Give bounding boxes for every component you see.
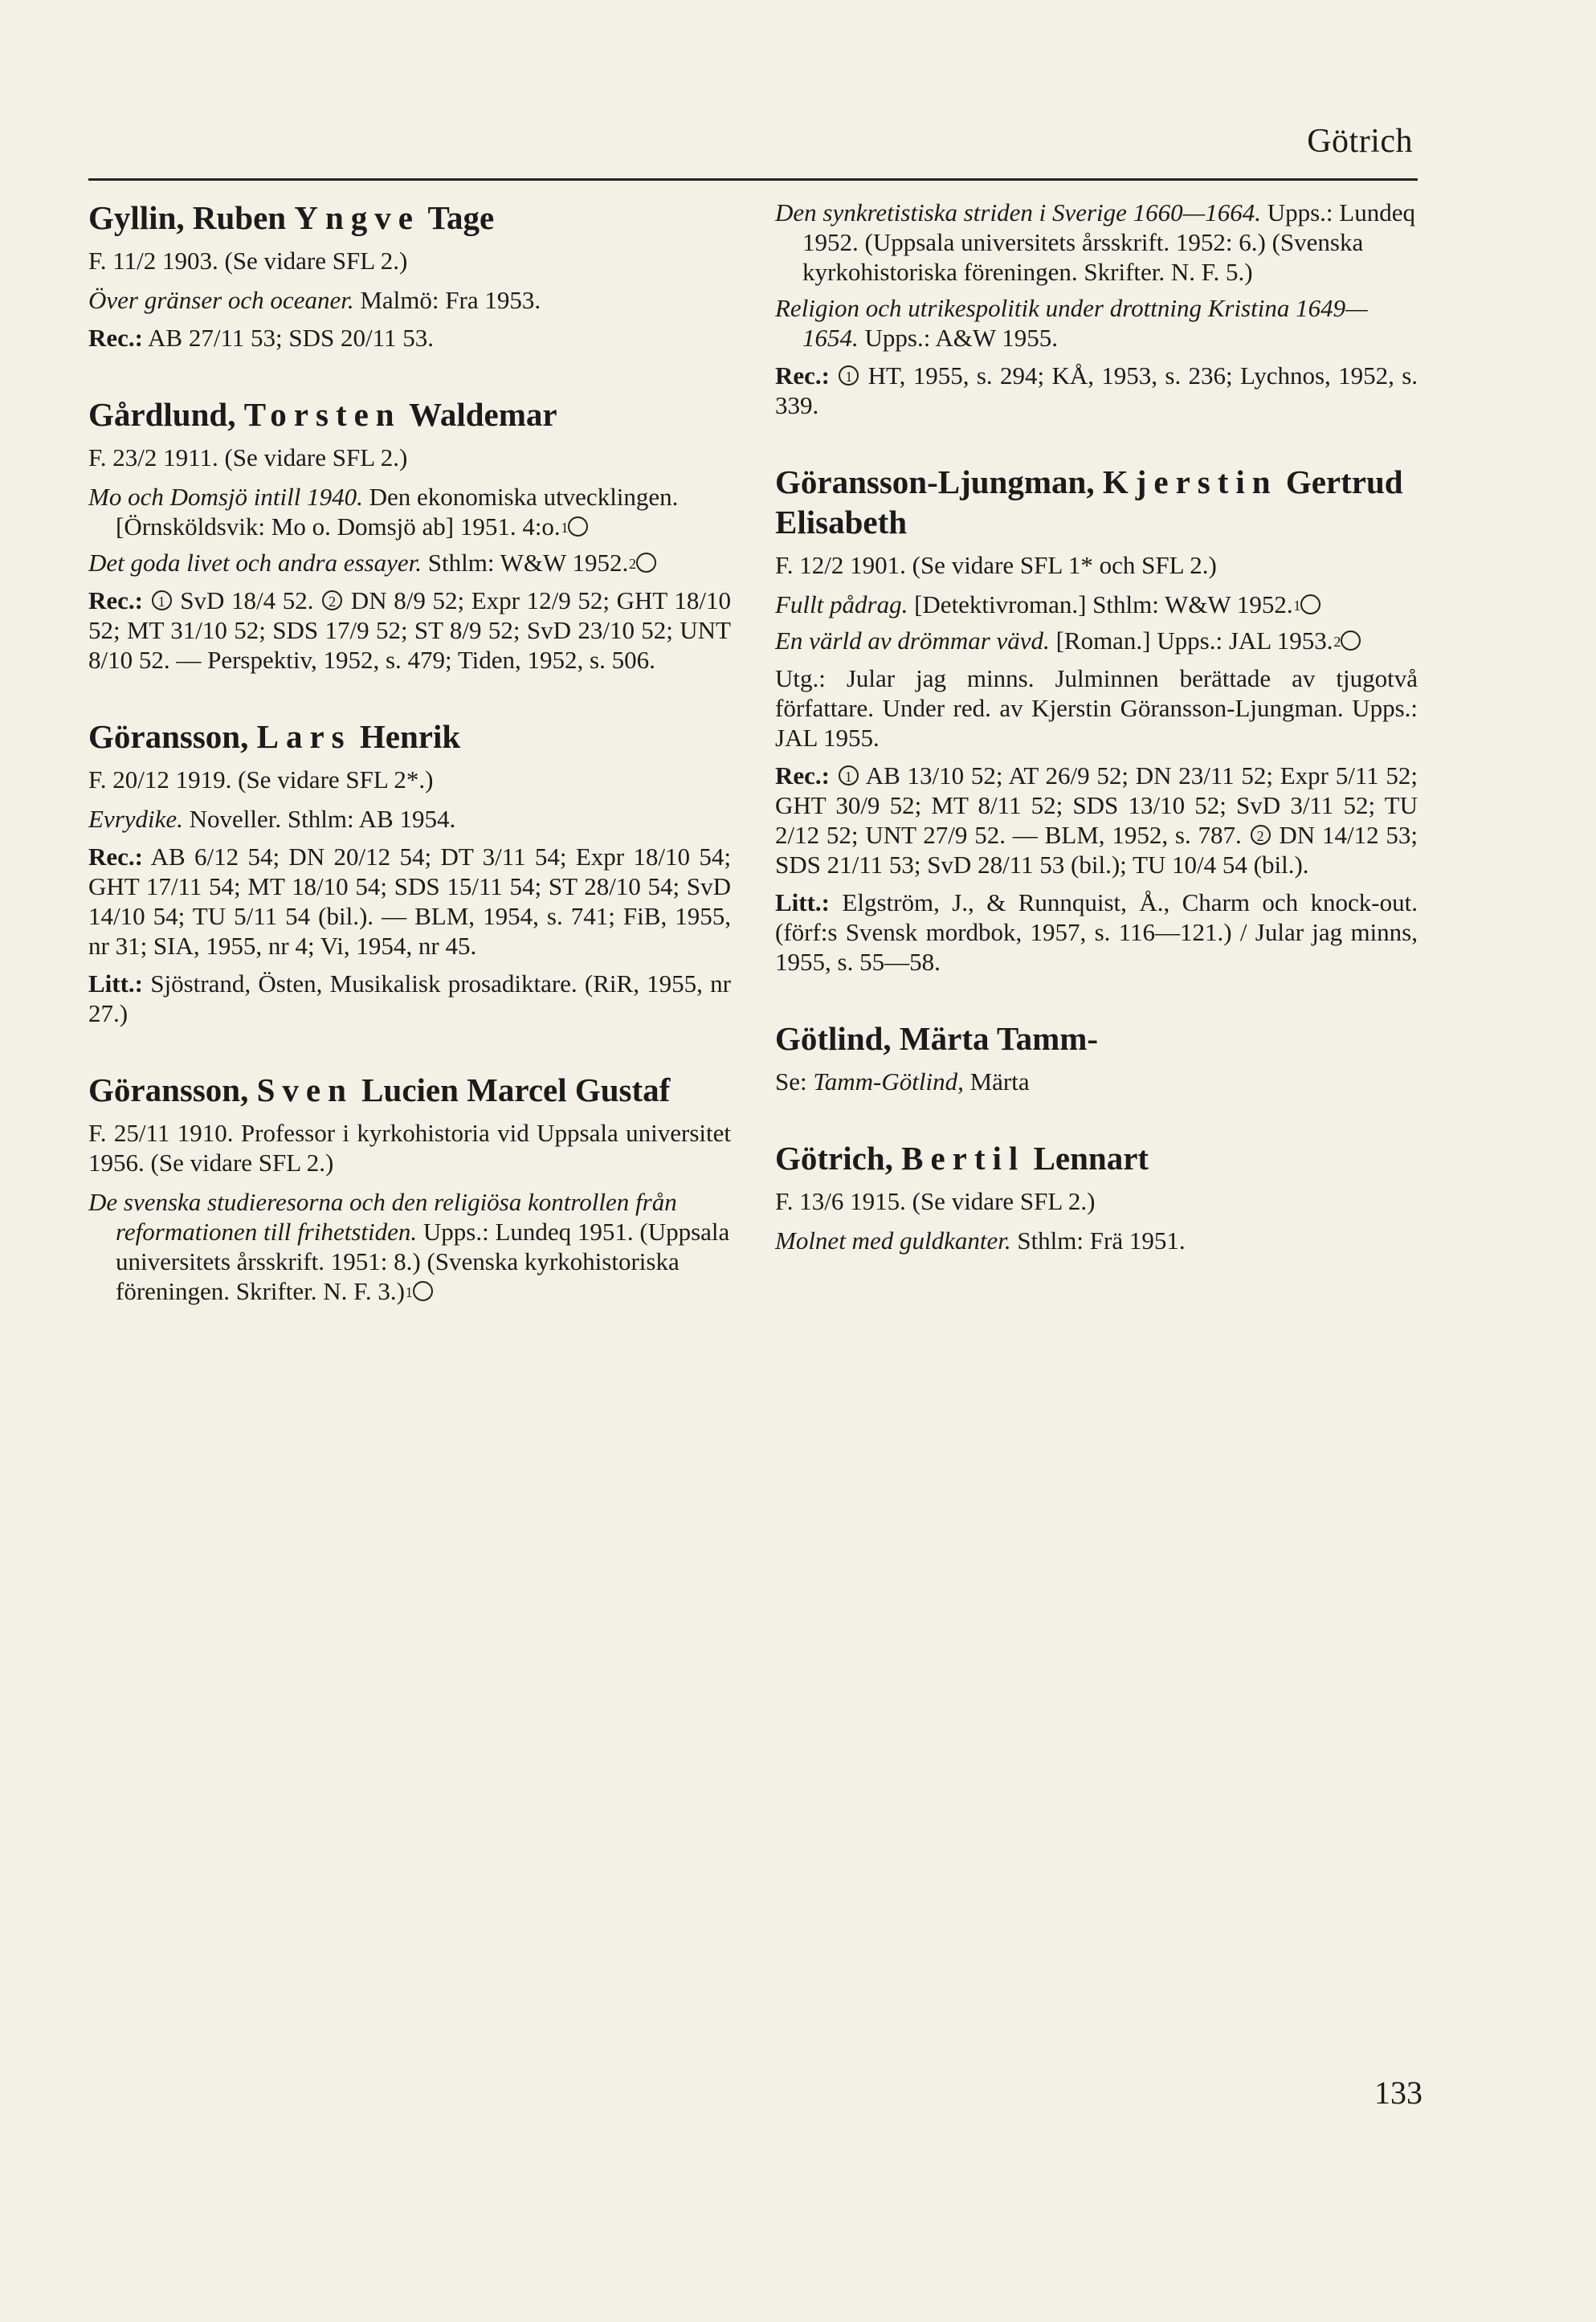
entry-heading: Göransson-Ljungman, Kjerstin Gertrud Elisabeth [775, 463, 1403, 541]
work-item: Religion och utrikespolitik under drottning Kristina 1649—1654. Upps.: A&W 1955. [775, 294, 1368, 352]
entry-heading: Götlind, Märta Tamm- [775, 1020, 1099, 1057]
entry-gotrich [775, 1138, 1418, 1255]
review-list: Rec.: AB 27/11 53; SDS 20/11 53. [88, 324, 434, 352]
entry-heading: Götrich, Bertil Lennart [775, 1140, 1149, 1177]
work-item: De svenska studieresorna och den religiösa kontrollen från reformationen till frihetstiden. Upps.: Lundeq 1951. (Uppsala universitets årsskrift. 1951: 8.) (Svenska kyrkohistoriska föreningen. Skrifter. N. F. 3.) 1 [88, 1188, 730, 1305]
work-item: Den synkretistiska striden i Sverige 1660—1664. Upps.: Lundeq 1952. (Uppsala universitets årsskrift. 1952: 6.) (Svenska kyrkohistoriska föreningen. Skrifter. N. F. 5.) [775, 198, 1415, 286]
entry-heading: Gyllin, Ruben Yngve Tage [88, 199, 495, 236]
running-head: Götrich [1307, 123, 1413, 160]
editor-note: Utg.: Jular jag minns. Julminnen berättade av tjugotvå författare. Under red. av Kjerstin Göransson-Ljungman. Upps.: JAL 1955. [775, 664, 1418, 752]
circled-number: 1 [152, 590, 172, 610]
birth-line: F. 13/6 1915. (Se vidare SFL 2.) [775, 1187, 1096, 1215]
entry-goransson-lars [88, 716, 731, 1028]
header-rule [88, 178, 1418, 181]
entry-heading: Göransson, Lars Henrik [88, 718, 461, 755]
entry-gotlind [775, 1018, 1418, 1096]
circled-number: 2 [1251, 825, 1271, 845]
review-list: Rec.: 1 SvD 18/4 52. 2 DN 8/9 52; Expr 12/9 52; GHT 18/10 52; MT 31/10 52; SDS 17/9 52; ST 8/9 52; SvD 23/10 52; UNT 8/10 52. — Perspektiv, 1952, s. 479; Tiden, 1952, s. 506. [88, 586, 732, 674]
birth-line: F. 12/2 1901. (Se vidare SFL 1* och SFL 2.) [775, 551, 1217, 579]
work-item: Molnet med guldkanter. Sthlm: Frä 1951. [775, 1226, 1186, 1255]
left-column [88, 198, 731, 1348]
page-number: 133 [1374, 2075, 1423, 2111]
right-column [775, 198, 1418, 1297]
birth-line: F. 20/12 1919. (Se vidare SFL 2*.) [88, 765, 434, 794]
entry-heading: Göransson, Sven Lucien Marcel Gustaf [88, 1071, 671, 1108]
birth-line: F. 23/2 1911. (Se vidare SFL 2.) [88, 443, 408, 471]
birth-line: F. 25/11 1910. Professor i kyrkohistoria vid Uppsala universitet 1956. (Se vidare SFL 2.) [88, 1119, 731, 1177]
circled-number: 1 [568, 516, 588, 537]
work-item: Evrydike. Noveller. Sthlm: AB 1954. [88, 805, 456, 833]
review-list: Rec.: 1 AB 13/10 52; AT 26/9 52; DN 23/11 52; Expr 5/11 52; GHT 30/9 52; MT 8/11 52; SDS 13/10 52; SvD 3/11 52; TU 2/12 52; UNT 27/9 52. — BLM, 1952, s. 787. 2 DN 14/12 53; SDS 21/11 53; SvD 28/11 53 (bil.); TU 10/4 54 (bil.). [775, 761, 1418, 879]
entry-gardlund [88, 394, 731, 675]
literature-list: Litt.: Sjöstrand, Östen, Musikalisk prosadiktare. (RiR, 1955, nr 27.) [88, 969, 731, 1027]
circled-number: 1 [839, 765, 859, 786]
circled-number: 1 [413, 1281, 433, 1301]
work-item: Fullt pådrag. [Detektivroman.] Sthlm: W&W 1952. 1 [775, 590, 1418, 619]
entry-goransson-sven-continued [775, 198, 1418, 420]
entry-goransson-sven [88, 1070, 731, 1306]
entry-goransson-ljungman [775, 462, 1418, 977]
work-item: Över gränser och oceaner. Malmö: Fra 1953. [88, 286, 541, 314]
entry-gyllin [88, 198, 731, 353]
review-list: Rec.: 1 HT, 1955, s. 294; KÅ, 1953, s. 236; Lychnos, 1952, s. 339. [775, 361, 1418, 419]
work-item: En värld av drömmar vävd. [Roman.] Upps.: JAL 1953. 2 [775, 626, 1418, 655]
work-item: Det goda livet och andra essayer. Sthlm: W&W 1952. 2 [88, 548, 731, 577]
circled-number: 2 [636, 553, 656, 573]
review-list: Rec.: AB 6/12 54; DN 20/12 54; DT 3/11 54; Expr 18/10 54; GHT 17/11 54; MT 18/10 54; SDS 15/11 54; ST 28/10 54; SvD 14/10 54; TU 5/11 54 (bil.). — BLM, 1954, s. 741; FiB, 1955, nr 31; SIA, 1955, nr 4; Vi, 1954, nr 45. [88, 843, 731, 960]
work-item: Mo och Domsjö intill 1940. Den ekonomiska utvecklingen. [Örnsköldsvik: Mo o. Domsjö ab] 1951. 4:o. 1 [88, 483, 679, 541]
circled-number: 1 [1300, 594, 1320, 614]
entry-heading: Gårdlund, Torsten Waldemar [88, 396, 557, 433]
circled-number: 2 [322, 590, 342, 610]
see-reference: Se: Tamm-Götlind, Märta [775, 1067, 1030, 1096]
literature-list: Litt.: Elgström, J., & Runnquist, Å., Charm och knock-out. (förf:s Svensk mordbok, 1957, s. 116—121.) / Jular jag minns, 1955, s. 55—58. [775, 888, 1418, 976]
birth-line: F. 11/2 1903. (Se vidare SFL 2.) [88, 247, 408, 275]
circled-number: 2 [1341, 630, 1361, 651]
circled-number: 1 [839, 365, 859, 386]
